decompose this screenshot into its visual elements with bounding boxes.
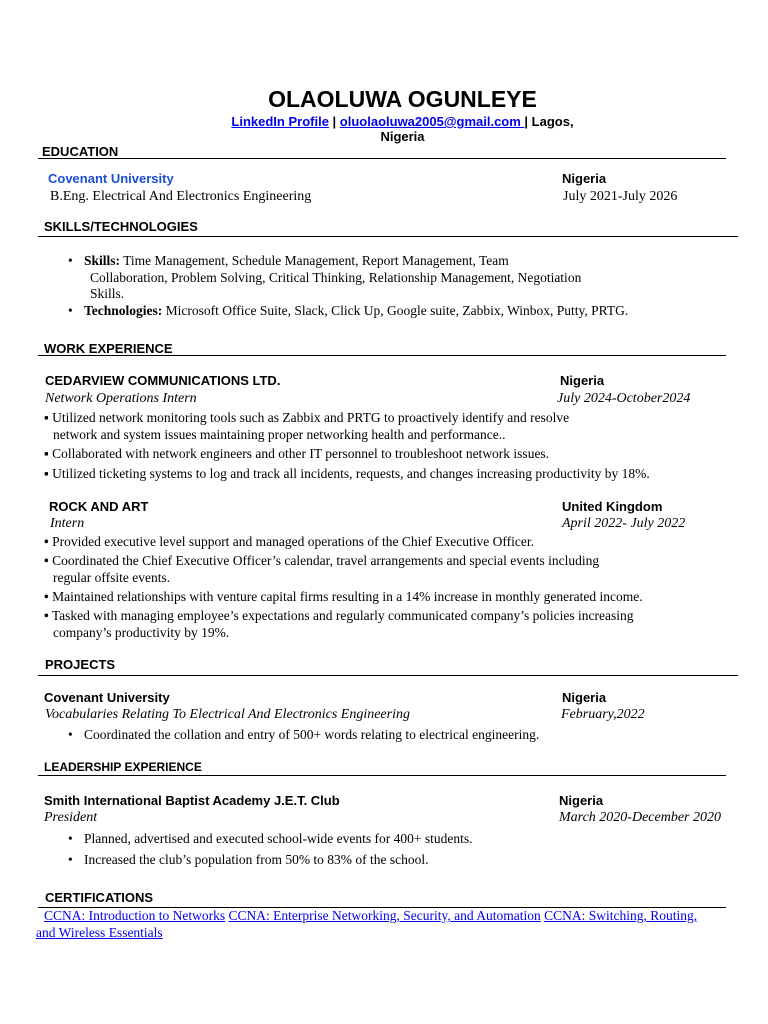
education-degree: B.Eng. Electrical And Electronics Engineering	[50, 189, 312, 204]
job-bullet: • Provided executive level support and managed operations of the Chief Executive Officer.	[44, 534, 534, 549]
job-dates: April 2022- July 2022	[562, 516, 686, 531]
job-role: Network Operations Intern	[45, 391, 197, 406]
skills-divider	[38, 236, 738, 237]
skills-heading: SKILLS/TECHNOLOGIES	[44, 219, 198, 234]
work-heading: WORK EXPERIENCE	[44, 341, 173, 356]
job-bullet-cont: company’s productivity by 19%.	[53, 625, 230, 640]
project-org: Covenant University	[44, 690, 170, 705]
project-date: February,2022	[561, 707, 645, 722]
job-location: Nigeria	[560, 373, 605, 388]
job-bullet-cont: regular offsite events.	[53, 570, 171, 585]
work-divider	[38, 355, 726, 356]
projects-heading: PROJECTS	[45, 657, 116, 672]
skills-bullet	[68, 253, 509, 269]
leadership-dates: March 2020-December 2020	[559, 810, 721, 825]
certifications-heading: CERTIFICATIONS	[45, 890, 154, 905]
email-link[interactable]: oluolaoluwa2005@gmail.com	[339, 114, 525, 129]
job-bullet: • Coordinated the Chief Executive Officer’s calendar, travel arrangements and special events including	[44, 553, 600, 568]
job-bullet-cont: network and system issues maintaining proper networking health and performance..	[53, 427, 506, 442]
technologies-text: Microsoft Office Suite, Slack, Click Up, Google suite, Zabbix, Winbox, Putty, PRTG.	[162, 303, 629, 318]
job-bullet: ▪ Utilized ticketing systems to log and track all incidents, requests, and changes increasing productivity by 18%.	[44, 466, 650, 481]
education-location: Nigeria	[562, 171, 607, 186]
bullet-icon: •	[68, 253, 73, 268]
skills-text-2: Collaboration, Problem Solving, Critical Thinking, Relationship Management, Negotiation	[90, 270, 582, 285]
contact-line	[0, 114, 768, 129]
job-location: United Kingdom	[562, 499, 663, 514]
education-school: Covenant University	[48, 171, 174, 186]
leadership-location: Nigeria	[559, 793, 604, 808]
job-dates: July 2024-October2024	[557, 391, 691, 406]
job-role: Intern	[50, 516, 85, 531]
education-dates: July 2021-July 2026	[563, 189, 678, 204]
cert-link-switching-routing[interactable]: CCNA: Switching, Routing,	[544, 908, 698, 923]
candidate-name: OLAOLUWA OGUNLEYE	[268, 86, 537, 112]
bullet-icon: •	[68, 852, 73, 867]
cert-link-intro-networks[interactable]: CCNA: Introduction to Networks	[44, 908, 226, 923]
job-bullet: ▪ Collaborated with network engineers and other IT personnel to troubleshoot network issues.	[44, 446, 550, 461]
job-bullet: • Tasked with managing employee’s expectations and regularly communicated company’s policies increasing	[44, 608, 634, 623]
project-location: Nigeria	[562, 690, 607, 705]
contact-city: Nigeria	[380, 129, 425, 144]
bullet-icon: •	[68, 831, 73, 846]
technologies-bullet	[68, 303, 628, 319]
job-bullet: ▪ Utilized network monitoring tools such as Zabbix and PRTG to proactively identify and resolve	[44, 410, 570, 425]
leadership-org: Smith International Baptist Academy J.E.T. Club	[44, 793, 340, 808]
leadership-bullet: • Increased the club’s population from 50% to 83% of the school.	[68, 852, 429, 867]
education-divider	[38, 158, 726, 159]
project-bullet: • Coordinated the collation and entry of 500+ words relating to electrical engineering.	[68, 727, 540, 742]
job-bullet: • Maintained relationships with venture capital firms resulting in a 14% increase in monthly generated income.	[44, 589, 643, 604]
linkedin-link[interactable]: LinkedIn Profile	[231, 114, 329, 129]
education-heading: EDUCATION	[42, 144, 119, 159]
projects-divider	[38, 675, 738, 676]
bullet-icon: •	[68, 727, 73, 742]
job-company: ROCK AND ART	[49, 499, 149, 514]
certifications-line-1	[44, 908, 697, 924]
skills-label: Skills:	[84, 253, 121, 268]
cert-link-switching-routing-cont[interactable]: and Wireless Essentials	[36, 925, 163, 940]
skills-text-3: Skills.	[90, 286, 125, 301]
certifications-line-2	[36, 925, 163, 941]
contact-location: | Lagos,	[524, 114, 574, 129]
leadership-bullet: • Planned, advertised and executed school-wide events for 400+ students.	[68, 831, 473, 846]
cert-link-enterprise-networking[interactable]: CCNA: Enterprise Networking, Security, and Automation	[228, 908, 541, 923]
job-company: CEDARVIEW COMMUNICATIONS LTD.	[45, 373, 281, 388]
bullet-icon: •	[68, 303, 73, 318]
leadership-divider	[38, 775, 726, 776]
technologies-label: Technologies:	[84, 303, 163, 318]
contact-separator: |	[328, 114, 340, 129]
project-title: Vocabularies Relating To Electrical And Electronics Engineering	[45, 707, 410, 722]
leadership-role: President	[44, 810, 98, 825]
skills-text-1: Time Management, Schedule Management, Report Management, Team	[120, 253, 509, 268]
leadership-heading: LEADERSHIP EXPERIENCE	[44, 760, 202, 774]
